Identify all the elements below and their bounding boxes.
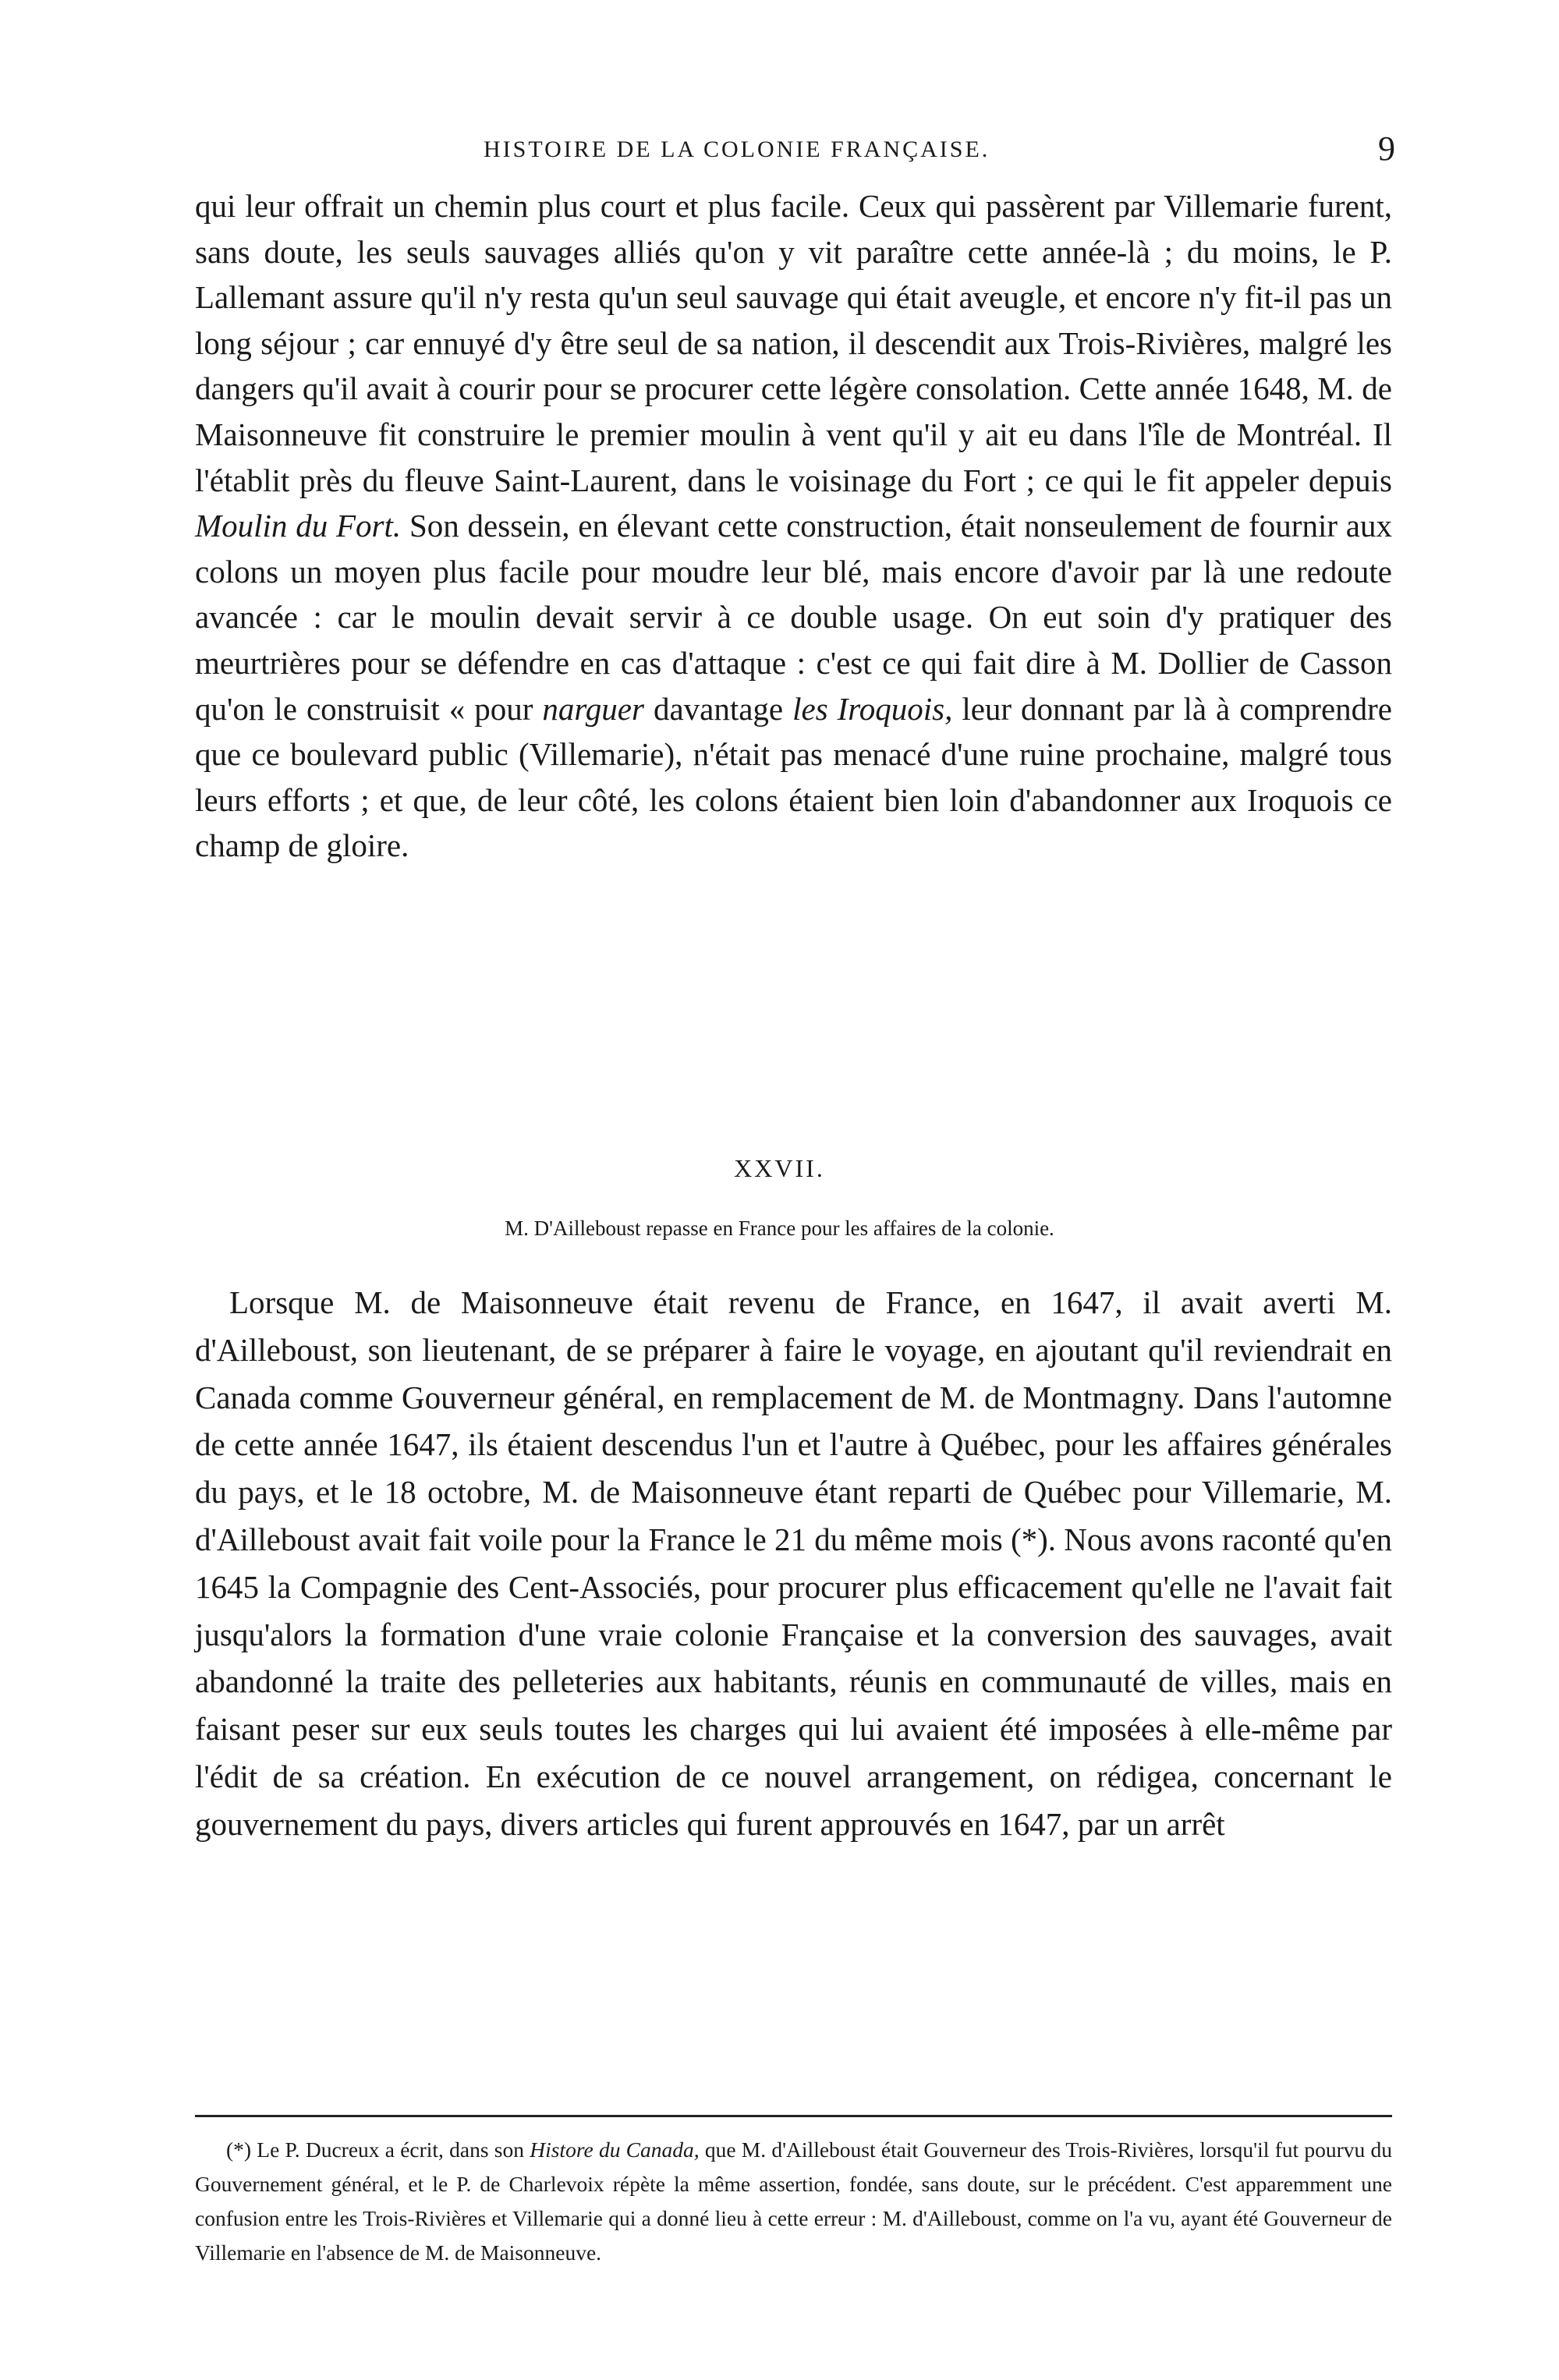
footnote	[195, 2133, 1392, 2270]
footnote-text: que M. d'Ailleboust était Gouverneur des Trois-Rivières, lorsqu'il fut pourvu du Gouvernement général, et le P. de Charlevoix répète la même assertion, fondée, sans doute, sur le précédent. C'est apparemment une confusion entre les Trois-Rivières et Villemarie qui a donné lieu à cette erreur : M. d'Ailleboust, comme on l'a vu, ayant été Gouverneur de Villemarie en l'absence de M. de Maisonneuve.	[195, 2137, 1392, 2265]
footnote-divider	[195, 2115, 1392, 2117]
running-header	[195, 129, 1395, 175]
paragraph-main: Lorsque M. de Maisonneuve était revenu de France, en 1647, il avait averti M. d'Ailleboust, son lieutenant, de se préparer à faire le voyage, en ajoutant qu'il reviendrait en Canada comme Gouverneur général, en remplacement de M. de Montmagny. Dans l'automne de cette année 1647, ils étaient descendus l'un et l'autre à Québec, pour les affaires générales du pays, et le 18 octobre, M. de Maisonneuve étant reparti de Québec pour Villemarie, M. d'Ailleboust avait fait voile pour la France le 21 du même mois (*). Nous avons raconté qu'en 1645 la Compagnie des Cent-Associés, pour procurer plus efficacement qu'elle ne l'avait fait jusqu'alors la formation d'une vraie colonie Française et la conversion des sauvages, avait abandonné la traite des pelleteries aux habitants, réunis en communauté de villes, mais en faisant peser sur eux seuls toutes les charges qui lui avaient été imposées à elle-même par l'édit de sa création. En exécution de ce nouvel arrangement, on rédigea, concernant le gouvernement du pays, divers articles qui furent approuvés en 1647, par un arrêt	[195, 1284, 1392, 1842]
paragraph-text: davantage	[643, 690, 793, 727]
paragraph-text: Son dessein, en élevant cette construction, était nonseulement de fournir aux colons un moyen plus facile pour moudre leur blé, mais encore d'avoir par là une redoute avancée : car le moulin devait servir à ce double usage. On eut soin d'y pratiquer des meurtrières pour se défendre en cas d'attaque : c'est ce qui fait dire à M. Dollier de Casson qu'on le construisit « pour	[195, 508, 1392, 727]
narguer-italic: narguer	[542, 690, 644, 727]
mill-name-italic: Moulin du Fort.	[195, 508, 402, 544]
footnote-text: (*) Le P. Ducreux a écrit, dans son	[226, 2137, 530, 2162]
paragraph-text: leur donnant par là à comprendre que ce boulevard public (Villemarie), n'était pas menacé d'une ruine prochaine, malgré tous leurs efforts ; et que, de leur côté, les colons étaient bien loin d'abandonner aux Iroquois ce champ de gloire.	[195, 690, 1392, 864]
footnote-book-title: Histore du Canada,	[530, 2137, 700, 2162]
iroquois-italic: les Iroquois,	[792, 690, 953, 727]
paragraph-text: qui leur offrait un chemin plus court et plus facile. Ceux qui passèrent par Villemarie furent, sans doute, les seuls sauvages alliés qu'on y vit paraître cette année-là ; du moins, le P. Lallemant assure qu'il n'y resta qu'un seul sauvage qui était aveugle, et encore n'y fit-il pas un long séjour ; car ennuyé d'y être seul de sa nation, il descendit aux Trois-Rivières, malgré les dangers qu'il avait à courir pour se procurer cette légère consolation. Cette année 1648, M. de Maisonneuve fit construire le premier moulin à vent qu'il y ait eu dans l'île de Montréal. Il l'établit près du fleuve Saint-Laurent, dans le voisinage du Fort ; ce qui le fit appeler depuis	[195, 188, 1392, 498]
page-number: 9	[1378, 129, 1395, 168]
section-number: XXVII.	[734, 1154, 825, 1182]
paragraph-continued	[195, 183, 1392, 869]
section-summary: M. D'Ailleboust repasse en France pour les affaires de la colonie.	[505, 1217, 1054, 1240]
running-title: HISTOIRE DE LA COLONIE FRANÇAISE.	[484, 136, 990, 162]
